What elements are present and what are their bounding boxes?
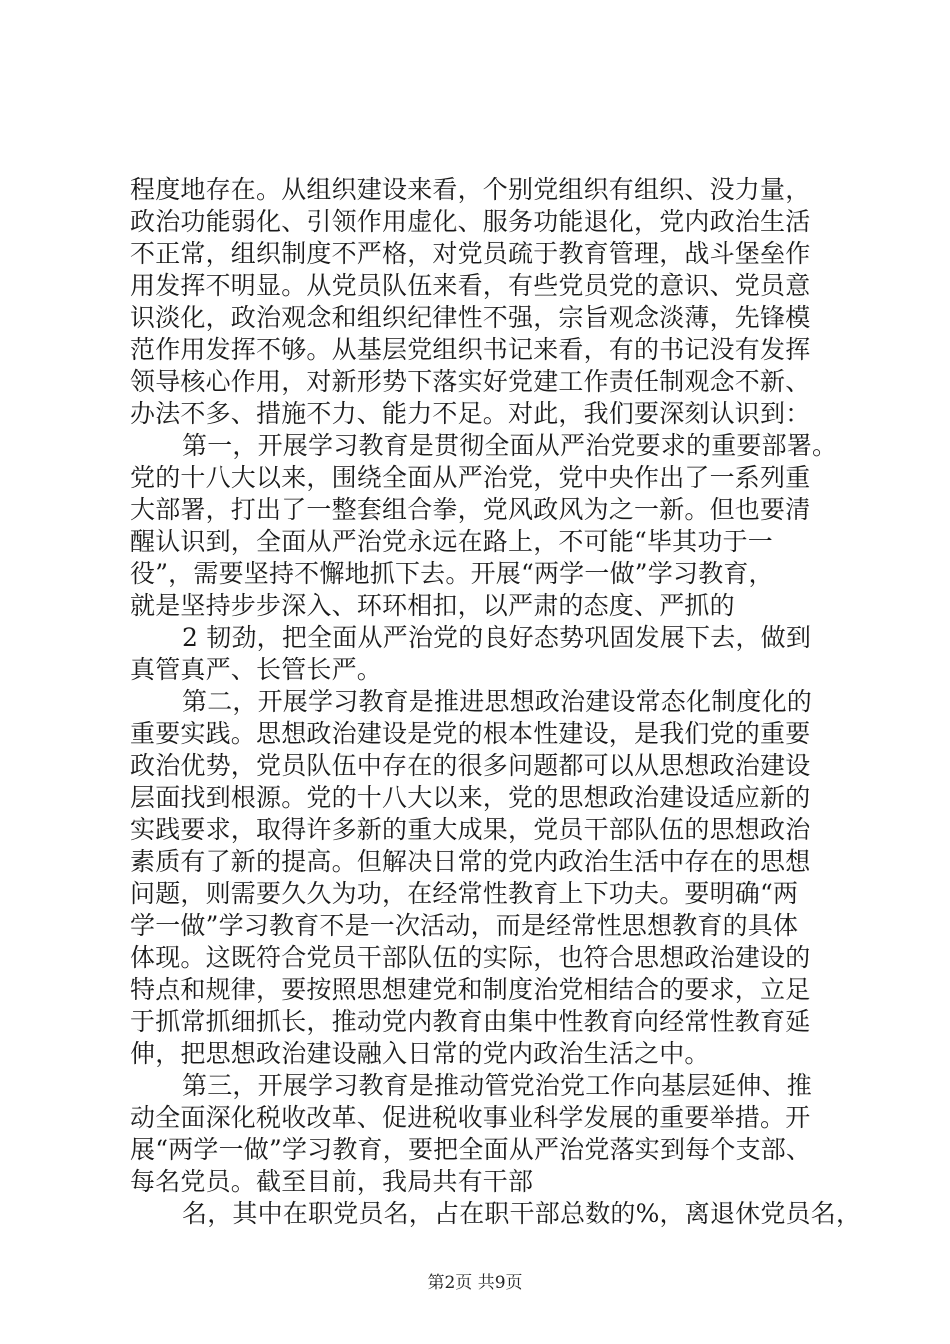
text-line: 重要实践。思想政治建设是党的根本性建设，是我们党的重要 <box>130 719 811 748</box>
document-body <box>130 174 862 1230</box>
text-line: 2 韧劲，把全面从严治党的良好态势巩固发展下去，做到 <box>182 623 812 652</box>
text-line: 识淡化，政治观念和组织纪律性不强，宗旨观念淡薄，先锋模 <box>130 303 811 332</box>
text-line: 役”，需要坚持不懈地抓下去。开展“两学一做”学习教育， <box>130 559 774 588</box>
text-line: 体现。这既符合党员干部队伍的实际，也符合思想政治建设的 <box>130 943 811 972</box>
text-line: 伸，把思想政治建设融入日常的党内政治生活之中。 <box>130 1039 710 1068</box>
text-line: 第三，开展学习教育是推动管党治党工作向基层延伸、推 <box>182 1071 813 1100</box>
text-line: 醒认识到，全面从严治党永远在路上，不可能“毕其功于一 <box>130 527 773 556</box>
text-line: 政治优势，党员队伍中存在的很多问题都可以从思想政治建设 <box>130 751 811 780</box>
text-line: 展“两学一做”学习教育，要把全面从严治党落实到每个支部、 <box>130 1135 812 1164</box>
text-line: 就是坚持步步深入、环环相扣，以严肃的态度、严抓的 <box>130 591 735 620</box>
page-footer: 第2页 共9页 <box>427 1273 523 1293</box>
text-line: 用发挥不明显。从党员队伍来看，有些党员党的意识、党员意 <box>130 271 811 300</box>
text-line: 不正常，组织制度不严格，对党员疏于教育管理，战斗堡垒作 <box>130 239 811 268</box>
text-line: 党的十八大以来，围绕全面从严治党，党中央作出了一系列重 <box>130 463 811 492</box>
text-line: 层面找到根源。党的十八大以来，党的思想政治建设适应新的 <box>130 783 811 812</box>
text-line: 素质有了新的提高。但解决日常的党内政治生活中存在的思想 <box>130 847 811 876</box>
text-line: 大部署，打出了一整套组合拳，党风政风为之一新。但也要清 <box>130 495 811 524</box>
text-line: 领导核心作用，对新形势下落实好党建工作责任制观念不新、 <box>130 367 811 396</box>
text-line: 第二，开展学习教育是推进思想政治建设常态化制度化的 <box>182 687 813 716</box>
text-line: 程度地存在。从组织建设来看，个别党组织有组织、没力量， <box>130 175 811 204</box>
text-line: 于抓常抓细抓长，推动党内教育由集中性教育向经常性教育延 <box>130 1007 811 1036</box>
text-line: 实践要求，取得许多新的重大成果，党员干部队伍的思想政治 <box>130 815 811 844</box>
text-line: 名，其中在职党员名，占在职干部总数的%，离退休党员名， <box>182 1199 862 1228</box>
text-line: 政治功能弱化、引领作用虚化、服务功能退化，党内政治生活 <box>130 207 811 236</box>
text-line: 问题，则需要久久为功，在经常性教育上下功夫。要明确“两 <box>130 879 799 908</box>
text-line: 学一做”学习教育不是一次活动，而是经常性思想教育的具体 <box>130 911 799 940</box>
text-line: 动全面深化税收改革、促进税收事业科学发展的重要举措。开 <box>130 1103 811 1132</box>
text-line: 办法不多、措施不力、能力不足。对此，我们要深刻认识到： <box>130 399 811 428</box>
text-line: 每名党员。截至目前，我局共有干部 <box>130 1167 534 1196</box>
text-line: 真管真严、长管长严。 <box>130 655 383 684</box>
text-line: 特点和规律，要按照思想建党和制度治党相结合的要求，立足 <box>130 975 811 1004</box>
text-line: 第一，开展学习教育是贯彻全面从严治党要求的重要部署。 <box>182 431 838 460</box>
text-line: 范作用发挥不够。从基层党组织书记来看，有的书记没有发挥 <box>130 335 811 364</box>
